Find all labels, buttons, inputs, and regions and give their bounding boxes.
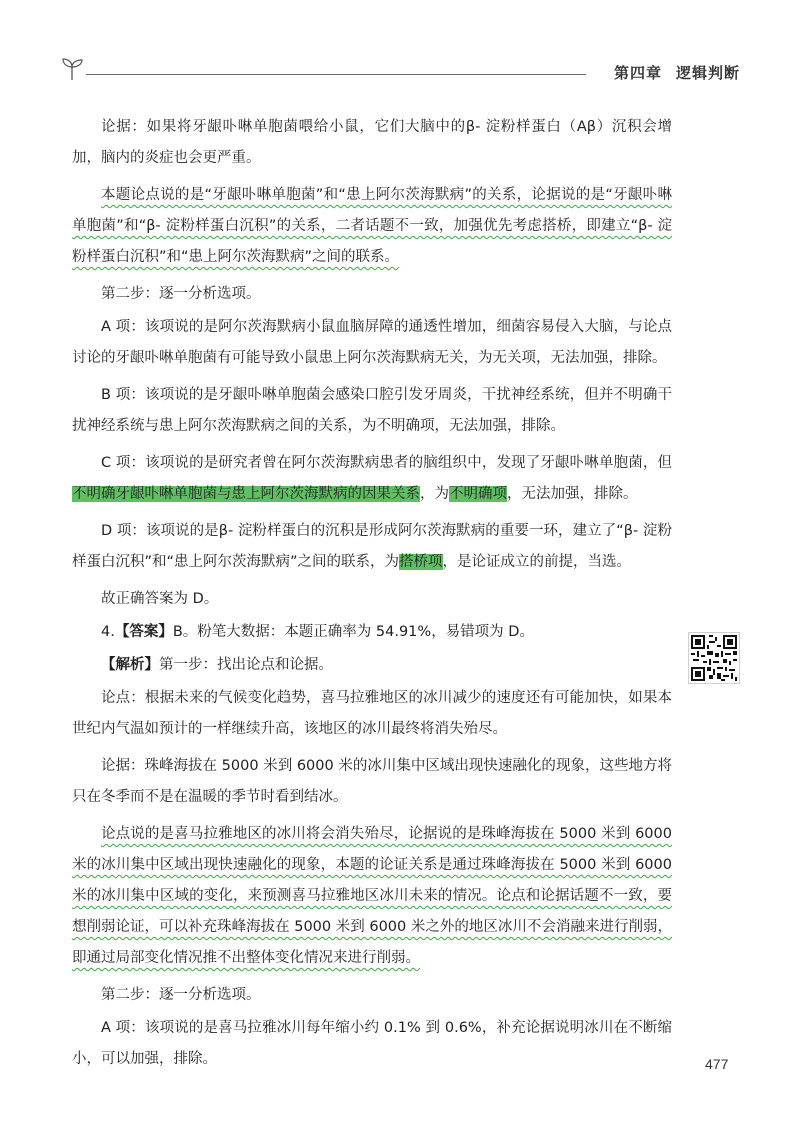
paragraph-q4-answer [72,617,672,648]
qr-code-icon [688,632,740,684]
highlight-bridge-item: 搭桥项 [399,554,443,570]
sprout-icon [60,56,86,82]
option-d-text: D 项：该项说的是β- 淀粉样蛋白的沉积是形成阿尔茨海默病的重要一环，建立了“β- 淀粉样蛋白沉积”和“患上阿尔茨海默病”之间的联系，为 [72,523,672,570]
question-number: 4. [101,624,115,640]
chapter-number: 第四章 [613,64,662,82]
explanation-tag: 【解析】 [101,657,159,673]
paragraph-argument-basis: 论据：珠峰海拔在 5000 米到 6000 米的冰川集中区域出现快速融化的现象，这些地方将只在冬季而不是在温暖的季节时看到结冰。 [72,758,672,805]
chapter-title [614,62,740,83]
paragraph-q4-explanation [72,650,672,681]
option-c-ending: ，无法加强，排除。 [507,486,638,502]
paragraph-answer-d: 故正确答案为 D。 [101,591,219,607]
paragraph-option-d [72,516,672,578]
option-d-ending: ，是论证成立的前提，当选。 [442,554,632,570]
highlight-causal: 不明确牙龈卟啉单胞菌与患上阿尔茨海默病的因果关系 [72,486,420,502]
explanation-text: 第一步：找出论点和论据。 [159,657,333,673]
glacier-underlined-text: 论点说的是喜马拉雅地区的冰川将会消失殆尽，论据说的是珠峰海拔在 5000 米到 6000 米的冰川集中区域出现快速融化的现象，本题的论证关系是通过珠峰海拔在 5000 米到 6000 米的冰川集中区域的变化，来预测喜马拉雅地区冰川未来的情况。论点和论据话题不一致，要想削弱论证，可以补充珠峰海拔在 5000 米到 6000 米之外的地区冰川不会消融来进行削弱，即通过局部变化情况推不出整体变化情况来进行削弱。 [72,826,672,966]
chapter-name: 逻辑判断 [675,64,740,82]
paragraph-option-a: A 项：该项说的是阿尔茨海默病小鼠血脑屏障的通透性增加，细菌容易侵入大脑，与论点讨论的牙龈卟啉单胞菌有可能导致小鼠患上阿尔茨海默病无关，为无关项，无法加强，排除。 [72,319,672,366]
page-body [72,112,672,1081]
paragraph-step-two-b: 第二步：逐一分析选项。 [101,987,261,1003]
option-c-connector: ，为 [420,486,449,502]
paragraph-argument-point: 论点：根据未来的气候变化趋势，喜马拉雅地区的冰川减少的速度还有可能加快，如果本世纪内气温如预计的一样继续升高，该地区的冰川最终将消失殆尽。 [72,690,672,737]
paragraph-glacier-analysis [72,819,672,974]
answer-text: B。粉笔大数据：本题正确率为 54.91%，易错项为 D。 [172,624,534,640]
paragraph-option-b: B 项：该项说的是牙龈卟啉单胞菌会感染口腔引发牙周炎，干扰神经系统，但并不明确干扰神经系统与患上阿尔茨海默病之间的关系，为不明确项，无法加强，排除。 [72,387,672,434]
page-number: 477 [705,1056,729,1072]
paragraph-glacier-option-a: A 项：该项说的是喜马拉雅冰川每年缩小约 0.1% 到 0.6%，补充论据说明冰川在不断缩小，可以加强，排除。 [72,1020,672,1067]
header-rule [86,74,586,75]
paragraph-step-two: 第二步：逐一分析选项。 [101,286,261,302]
paragraph-analysis [72,180,672,273]
paragraph-argument-evidence: 论据：如果将牙龈卟啉单胞菌喂给小鼠，它们大脑中的β- 淀粉样蛋白（Aβ）沉积会增加，脑内的炎症也会更严重。 [72,119,672,166]
highlight-unclear-item: 不明确项 [449,486,507,502]
paragraph-option-c [72,448,672,510]
option-c-text: C 项：该项说的是研究者曾在阿尔茨海默病患者的脑组织中，发现了牙龈卟啉单胞菌，但 [101,455,672,471]
analysis-underlined-text: 本题论点说的是“牙龈卟啉单胞菌”和“患上阿尔茨海默病”的关系，论据说的是“牙龈卟啉单胞菌”和“β- 淀粉样蛋白沉积”的关系，二者话题不一致，加强优先考虑搭桥，即建立“β- 淀粉样蛋白沉积”和“患上阿尔茨海默病”之间的联系。 [72,187,672,265]
page-header [60,56,740,92]
answer-tag: 【答案】 [114,624,173,640]
